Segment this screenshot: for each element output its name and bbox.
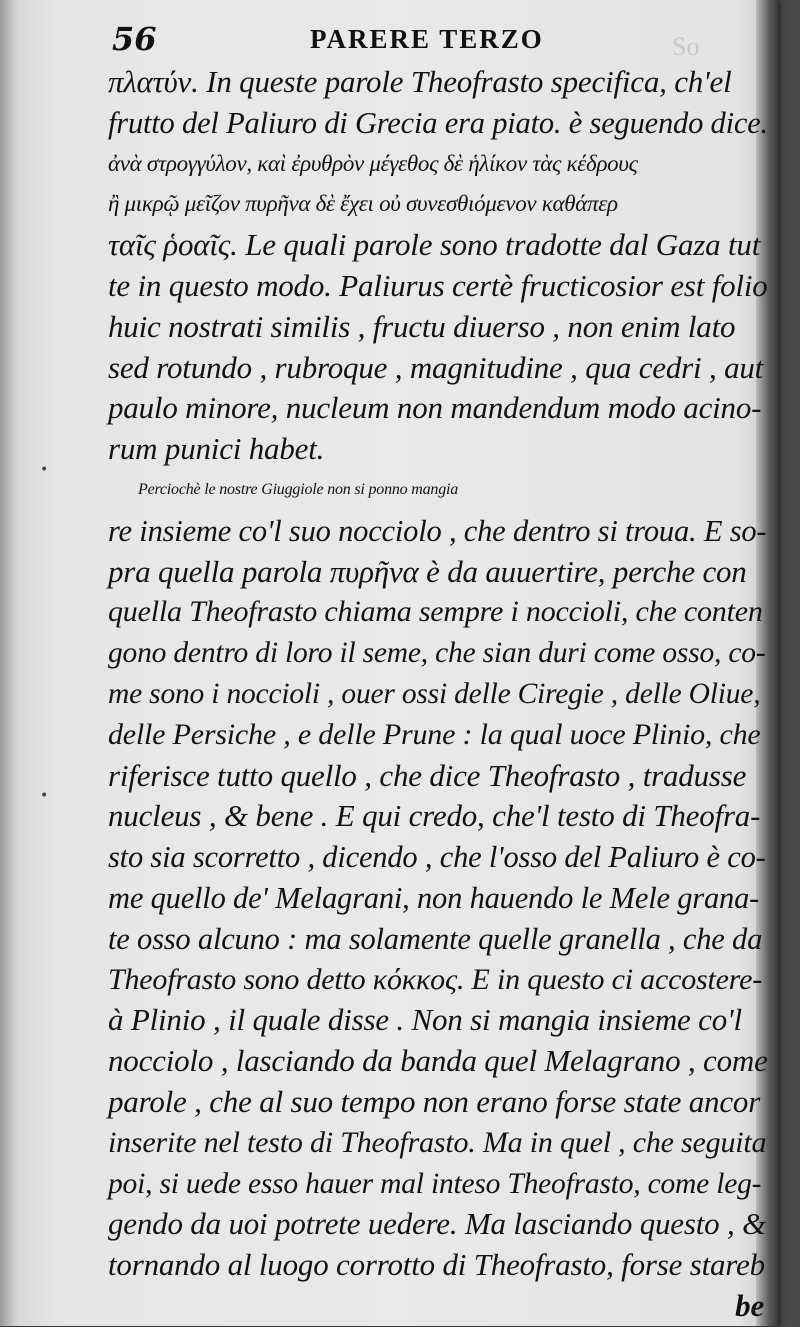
text-line: quella Theofrasto chiama sempre i noccioli, che conten <box>108 595 763 629</box>
running-head: PARERE TERZO <box>310 24 544 54</box>
text-line: frutto del Paliuro di Grecia era piato. è seguendo dice. <box>108 105 768 140</box>
text-line: Perciochè le nostre Giuggiole non si ponno mangia <box>138 480 459 498</box>
text-line: te in questo modo. Paliurus certè fructicosior est folio <box>108 267 768 303</box>
text-line: me sono i noccioli , ouer ossi delle Ciregie , delle Oliue, <box>108 677 761 710</box>
text-block <box>108 62 768 1327</box>
text-line: inserite nel testo di Theofrasto. Ma in quel , che seguita <box>108 1125 767 1159</box>
page-number: 56 <box>112 20 157 58</box>
bleed-through-text: So <box>672 32 700 61</box>
text-line: delle Persiche , e delle Prune : la qual uoce Plinio, che <box>108 717 761 751</box>
text-line: ταῖς ῥοαῖς. Le quali parole sono tradotte dal Gaza tut <box>108 227 761 263</box>
text-line: parole , che al suo tempo non erano forse state ancor <box>108 1083 761 1119</box>
text-line: nucleus , & bene . E qui credo, che'l testo di Theofra- <box>108 798 761 834</box>
margin-mark: • <box>40 788 49 804</box>
text-line: pra quella parola πυρῆνα è da auuertire, perche con <box>108 553 747 589</box>
text-line: nocciolo , lasciando da banda quel Melagrano , come <box>108 1043 768 1079</box>
text-line: poi, si uede esso hauer mal inteso Theofrasto, come leg- <box>108 1167 762 1200</box>
text-line: rum punici habet. <box>108 431 325 467</box>
catchword: be <box>735 1287 764 1323</box>
text-line: Theofrasto sono detto κόκκος. E in questo ci accostere- <box>108 962 763 996</box>
text-line: huic nostrati similis , fructu diuerso , non enim lato <box>108 308 736 344</box>
margin-mark: • <box>40 462 49 478</box>
text-line: riferisce tutto quello , che dice Theofrasto , tradusse <box>108 757 747 793</box>
text-line: paulo minore, nucleum non mandendum modo acino- <box>108 390 762 426</box>
text-line: gendo da uoi potrete uedere. Ma lasciando questo , & <box>108 1206 766 1242</box>
text-line-greek: ἢ μικρῷ μεῖζον πυρῆνα δὲ ἔχει οὐ συνεσθιόμενον καθάπερ <box>108 191 618 217</box>
text-line: re insieme co'l suo nocciolo , che dentro si troua. E so- <box>108 513 767 548</box>
text-line: me quello de' Melagrani, non hauendo le Mele grana- <box>108 880 760 915</box>
text-line: πλατύν. In queste parole Theofrasto specifica, ch'el <box>108 64 732 99</box>
page-header <box>112 18 700 64</box>
text-line-greek: ἀνὰ στρογγύλον, καὶ ἐρυθρὸν μέγεθος δὲ ἡλίκον τὰς κέδρους <box>108 150 638 176</box>
text-line: sto sia scorretto , dicendo , che l'osso del Paliuro è co- <box>108 840 766 875</box>
text-line: te osso alcuno : ma solamente quelle granella , che da <box>108 921 763 956</box>
text-line: tornando al luogo corrotto di Theofrasto, forse stareb <box>108 1247 765 1283</box>
text-line: à Plinio , il quale disse . Non si mangia insieme co'l <box>108 1002 742 1038</box>
text-line: gono dentro di loro il seme, che sian duri come osso, co- <box>108 637 766 670</box>
text-line: sed rotundo , rubroque , magnitudine , qua cedri , aut <box>108 349 764 385</box>
